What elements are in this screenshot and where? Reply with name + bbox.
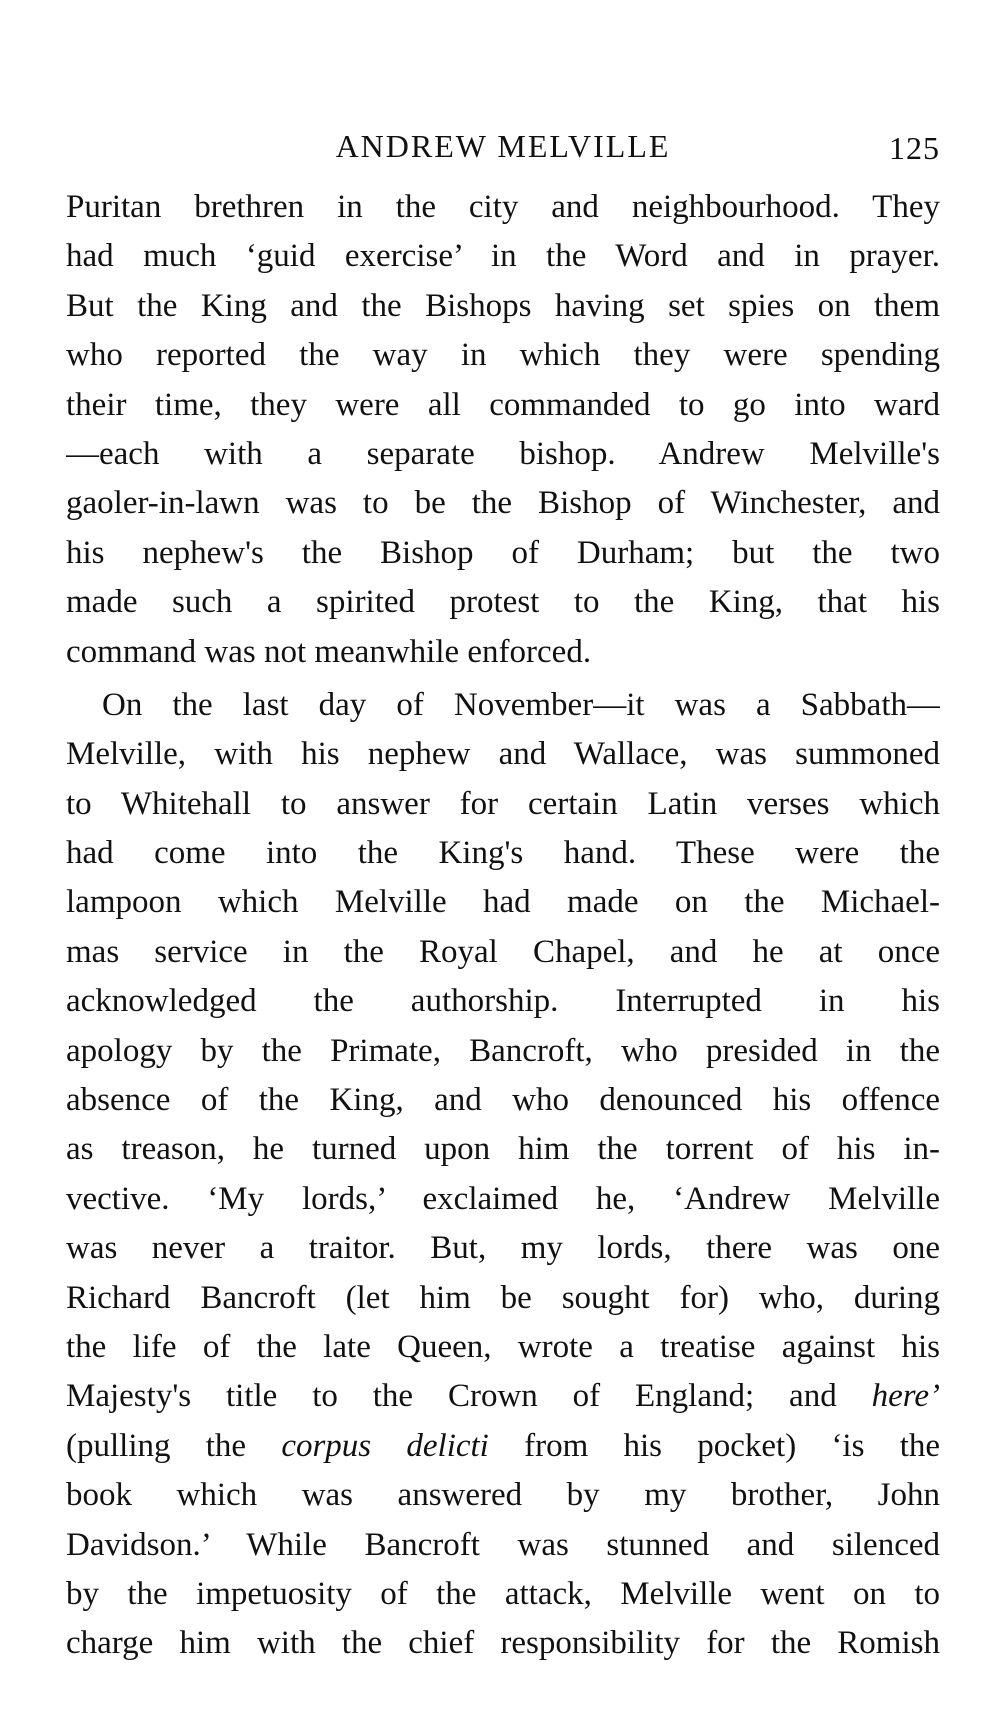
text-line: by the impetuosity of the attack, Melville went on to	[66, 1575, 940, 1612]
text-line: But the King and the Bishops having set spies on them	[66, 287, 940, 324]
text-line: to Whitehall to answer for certain Latin verses which	[66, 785, 940, 822]
text-line: vective. ‘My lords,’ exclaimed he, ‘Andrew Melville	[66, 1180, 940, 1217]
text-line	[66, 1422, 940, 1471]
text-line: the life of the late Queen, wrote a treatise against his	[66, 1328, 940, 1365]
text-line: charge him with the chief responsibility for the Romish	[66, 1625, 940, 1662]
page-header	[66, 128, 940, 178]
page-number: 125	[889, 130, 940, 166]
text-line: his nephew's the Bishop of Durham; but the two	[66, 534, 940, 571]
text-segment: Majesty's title to the Crown of England; and	[66, 1378, 837, 1415]
text-line: acknowledged the authorship. Interrupted in his	[66, 983, 940, 1020]
paragraph	[66, 183, 940, 677]
text-line: absence of the King, and who denounced his offence	[66, 1082, 940, 1119]
text-segment: (pulling the	[66, 1427, 247, 1464]
text-line: their time, they were all commanded to go into ward	[66, 386, 940, 423]
text-line: made such a spirited protest to the King, that his	[66, 584, 940, 621]
text-line: Richard Bancroft (let him be sought for) who, during	[66, 1279, 940, 1316]
text-line: Melville, with his nephew and Wallace, was summoned	[66, 736, 940, 773]
text-line: On the last day of November—it was a Sabbath—	[102, 686, 940, 723]
text-line: apology by the Primate, Bancroft, who presided in the	[66, 1032, 940, 1069]
text-segment: from his pocket) ‘is the	[524, 1427, 940, 1464]
text-line: Davidson.’ While Bancroft was stunned and silenced	[66, 1526, 940, 1563]
text-line: —each with a separate bishop. Andrew Melville's	[66, 435, 940, 472]
paragraph	[66, 681, 940, 1669]
text-line: as treason, he turned upon him the torrent of his in-	[66, 1131, 940, 1168]
text-line: gaoler-in-lawn was to be the Bishop of Winchester, and	[66, 485, 940, 522]
text-line: had much ‘guid exercise’ in the Word and in prayer.	[66, 238, 940, 275]
body-text	[66, 183, 940, 1669]
text-line: who reported the way in which they were spending	[66, 337, 940, 374]
text-line: command was not meanwhile enforced.	[66, 633, 592, 670]
text-line: was never a traitor. But, my lords, there was one	[66, 1230, 940, 1267]
text-line: Puritan brethren in the city and neighbourhood. They	[66, 189, 940, 225]
text-line: had come into the King's hand. These were the	[66, 835, 940, 872]
text-line	[66, 1372, 940, 1421]
running-title: ANDREW MELVILLE	[335, 128, 671, 164]
text-line: mas service in the Royal Chapel, and he at once	[66, 933, 940, 970]
italic-word: here’	[871, 1378, 940, 1415]
text-line: lampoon which Melville had made on the Michael-	[66, 884, 940, 921]
italic-phrase: corpus delicti	[281, 1427, 489, 1464]
text-line: book which was answered by my brother, John	[66, 1477, 940, 1514]
